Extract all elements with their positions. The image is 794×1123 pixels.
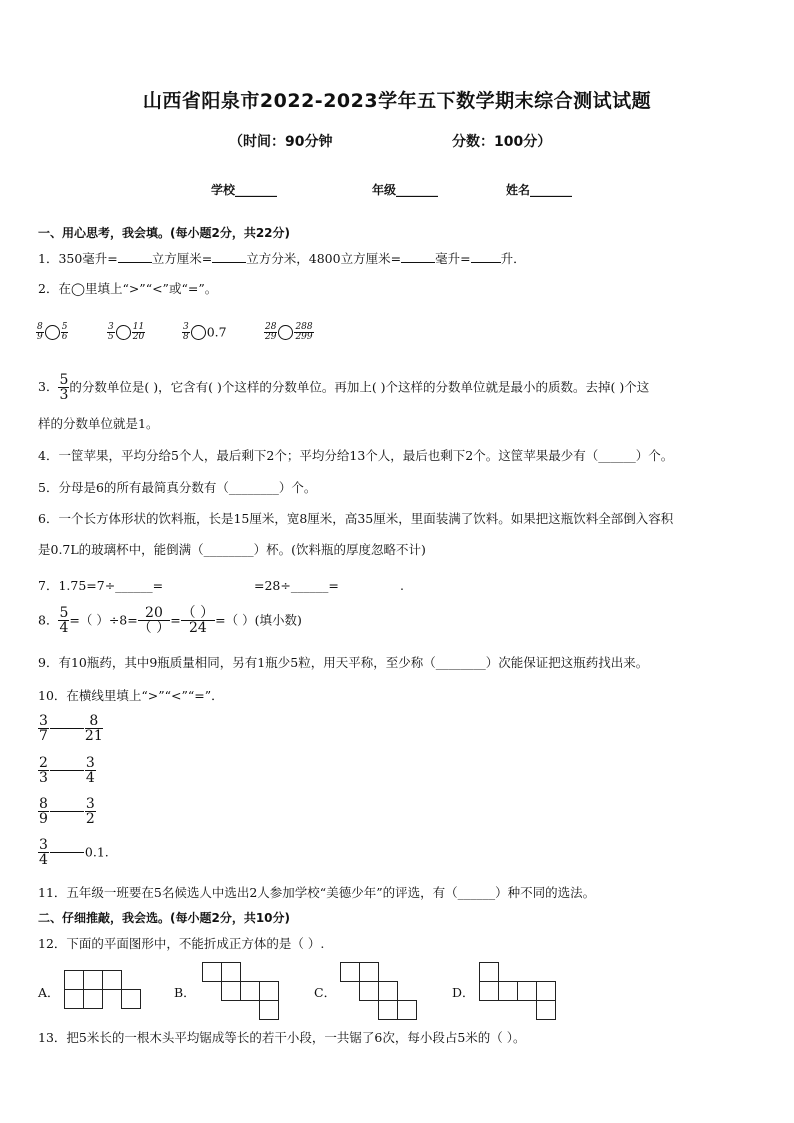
exam-score: 分数：100分） <box>452 134 552 150</box>
compare-circle[interactable] <box>116 325 131 340</box>
q2-item-1: $\frac{8}{9}$ $\frac{5}{6}$ <box>37 322 68 342</box>
option-a-label[interactable]: A． <box>38 985 60 1000</box>
question-7-b: =28÷______= <box>254 578 339 593</box>
school-field: 学校_______ <box>211 183 278 197</box>
question-7-a: 7．1.75=7÷______= <box>38 578 164 593</box>
question-7-c: . <box>400 578 404 593</box>
question-4: 4．一筐苹果，平均分给5个人，最后剩下2个；平均分给13个人，最后也剩下2个。这筐苹果最少有（______）个。 <box>38 448 674 463</box>
q10-item-4: $\frac{3}{4}$ 0.1. <box>39 837 109 868</box>
question-13: 13．把5米长的一根木头平均锯成等长的若干小段，一共锯了6次，每小段占5米的（ ）。 <box>38 1030 526 1045</box>
option-d-label[interactable]: D． <box>452 985 475 1000</box>
section2-heading: 二、仔细推敲，我会选。(每小题2分，共10分) <box>38 911 291 925</box>
question-12: 12．下面的平面图形中，不能折成正方体的是（ ）. <box>38 936 325 951</box>
question-6-cont: 是0.7L的玻璃杯中，能倒满（________）杯。(饮料瓶的厚度忽略不计) <box>38 542 426 557</box>
q2-item-3: $\frac{3}{8}$ 0.7 <box>183 322 227 342</box>
name-field: 姓名_______ <box>506 183 573 197</box>
q2-item-4: $\frac{28}{29}$ $\frac{288}{299}$ <box>265 322 313 342</box>
question-2: 2．在◯里填上“>”“<”或“=”。 <box>38 281 218 296</box>
cube-net-b <box>202 962 282 1022</box>
q2-item-2: $\frac{3}{5}$ $\frac{11}{20}$ <box>108 322 145 342</box>
page-title: 山西省阳泉市2022-2023学年五下数学期末综合测试试题 <box>142 90 652 112</box>
answer-line[interactable] <box>50 770 84 771</box>
q10-item-1: $\frac{3}{7}$ $\frac{8}{21}$ <box>39 713 103 744</box>
cube-net-d <box>479 962 559 1022</box>
question-9: 9．有10瓶药，其中9瓶质量相同，另有1瓶少5粒，用天平称，至少称（________）次能保证把这瓶药找出来。 <box>38 655 649 670</box>
compare-circle[interactable] <box>45 325 60 340</box>
question-3-cont: 样的分数单位就是1。 <box>38 416 159 431</box>
question-5: 5．分母是6的所有最简真分数有（________）个。 <box>38 480 317 495</box>
exam-time: （时间：90分钟 <box>229 134 333 150</box>
section1-heading: 一、用心思考，我会填。(每小题2分，共22分) <box>38 226 291 240</box>
q10-item-3: $\frac{8}{9}$ $\frac{3}{2}$ <box>39 796 95 827</box>
question-1: 1．350毫升= 立方厘米= 立方分米，4800立方厘米= 毫升= 升． <box>38 251 526 266</box>
q10-item-2: $\frac{2}{3}$ $\frac{3}{4}$ <box>39 755 95 786</box>
cube-net-a <box>64 970 144 1012</box>
question-3: 3． $\frac{5}{3}$ 的分数单位是( )，它含有( )个这样的分数单位。再加上( )个这样的分数单位就是最小的质数。去掉( )个这 <box>38 372 650 403</box>
question-8: 8． $\frac{5}{4}$ =（ ）÷8= $\frac{20}{( )}$ = $\frac{( )}{24}$ =（ ）(填小数) <box>38 605 302 636</box>
question-11: 11．五年级一班要在5名候选人中选出2人参加学校“美德少年”的评选，有（______）种不同的选法。 <box>38 885 596 900</box>
option-b-label[interactable]: B． <box>174 985 196 1000</box>
question-6: 6．一个长方体形状的饮料瓶，长是15厘米，宽8厘米，高35厘米，里面装满了饮料。如果把这瓶饮料全部倒入容积 <box>38 511 674 526</box>
answer-line[interactable] <box>50 728 84 729</box>
compare-circle[interactable] <box>191 325 206 340</box>
compare-circle[interactable] <box>278 325 293 340</box>
grade-field: 年级_______ <box>372 183 439 197</box>
answer-line[interactable] <box>50 811 84 812</box>
option-c-label[interactable]: C． <box>314 985 337 1000</box>
question-10: 10．在横线里填上“>”“<”“=”． <box>38 688 224 703</box>
answer-line[interactable] <box>50 852 84 853</box>
cube-net-c <box>340 962 420 1022</box>
